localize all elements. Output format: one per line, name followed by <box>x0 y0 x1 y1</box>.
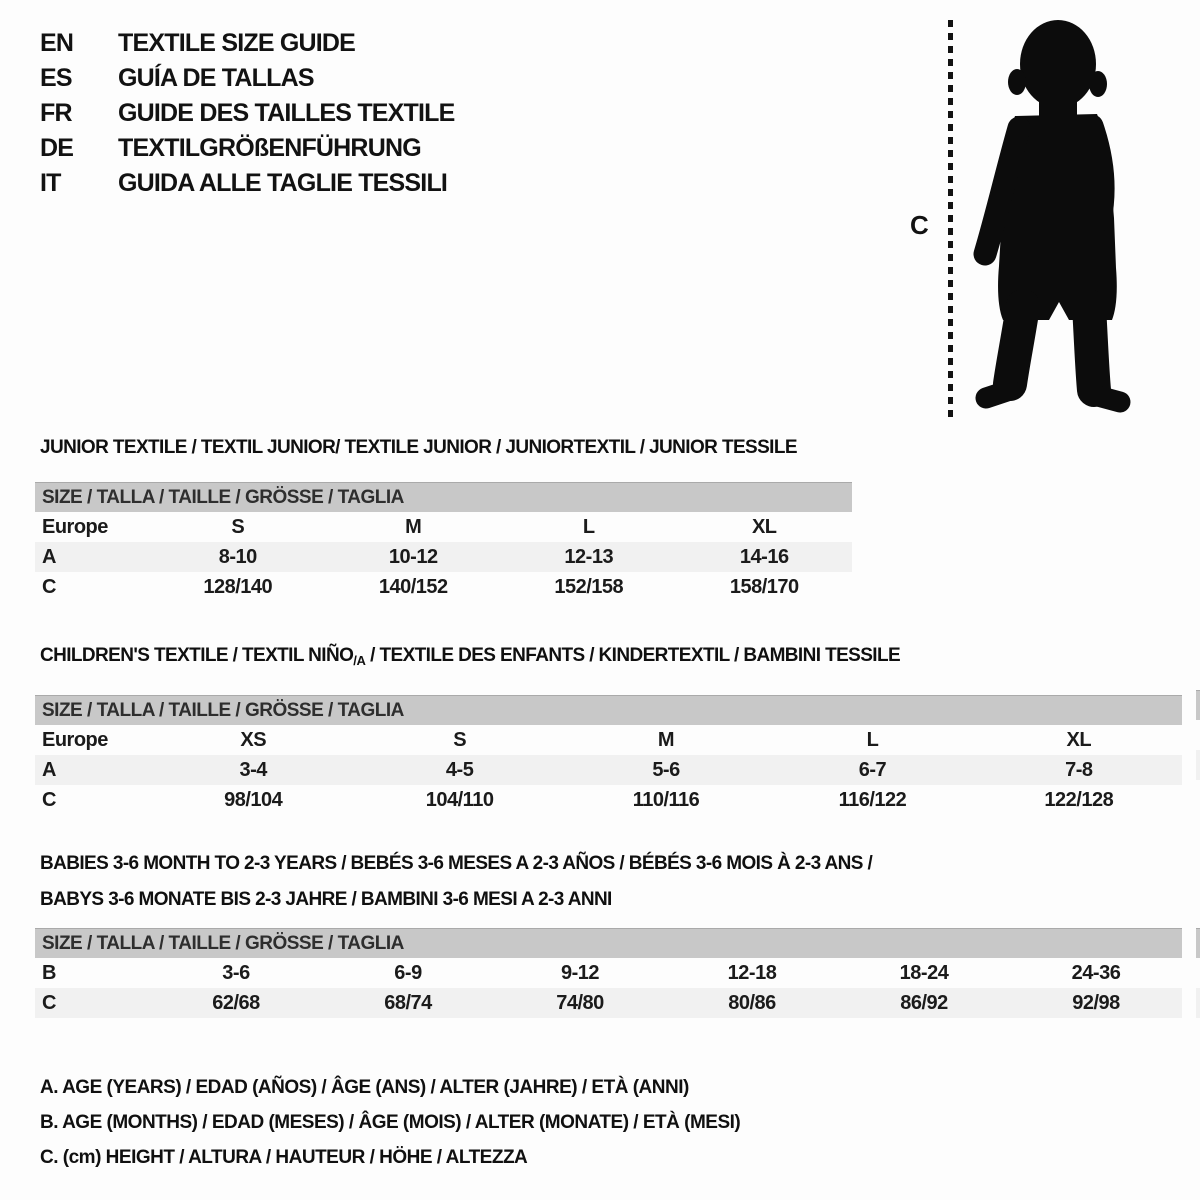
row-key: C <box>42 576 56 598</box>
height-value: 110/116 <box>632 789 700 811</box>
size-value: XL <box>1066 729 1092 751</box>
junior-size-header-bar: SIZE / TALLA / TAILLE / GRÖSSE / TAGLIA <box>35 482 852 512</box>
guide-title-es: GUÍA DE TALLAS <box>118 64 314 92</box>
age-value: 14-16 <box>739 546 789 568</box>
language-code: ES <box>40 64 72 92</box>
legend-line-c: C. (cm) HEIGHT / ALTURA / HAUTEUR / HÖHE / ALTEZZA <box>40 1147 528 1168</box>
babies-size-header-bar: SIZE / TALLA / TAILLE / GRÖSSE / TAGLIA <box>35 928 1182 958</box>
row-key: A <box>42 759 56 781</box>
children-size-row <box>35 725 1182 755</box>
height-value: 62/68 <box>212 992 260 1014</box>
size-value: S <box>231 516 245 538</box>
age-value: 4-5 <box>445 759 474 781</box>
toddler-silhouette-icon <box>963 18 1138 420</box>
age-value: 6-7 <box>858 759 887 781</box>
language-code: FR <box>40 99 72 127</box>
age-value: 10-12 <box>388 546 438 568</box>
children-textile-section <box>35 645 1182 815</box>
height-value: 98/104 <box>224 789 283 811</box>
size-value: S <box>453 729 467 751</box>
children-section-heading <box>35 645 1182 672</box>
months-value: 9-12 <box>560 962 600 984</box>
height-value: 104/110 <box>425 789 494 811</box>
height-value: 122/128 <box>1044 789 1114 811</box>
babies-months-row <box>35 958 1182 988</box>
heading-subscript: /A <box>353 653 366 668</box>
size-value: M <box>405 516 422 538</box>
region-label: Europe <box>42 516 108 538</box>
age-value: 7-8 <box>1065 759 1093 781</box>
age-value: 12-13 <box>564 546 614 568</box>
edge-sliver <box>1196 690 1200 720</box>
legend-line-a: A. AGE (YEARS) / EDAD (AÑOS) / ÂGE (ANS) / ALTER (JAHRE) / ETÀ (ANNI) <box>40 1077 689 1098</box>
children-height-row <box>35 785 1182 815</box>
size-value: L <box>582 516 595 538</box>
edge-sliver <box>1196 988 1200 1018</box>
row-key: C <box>42 789 56 811</box>
guide-title-en: TEXTILE SIZE GUIDE <box>118 29 356 57</box>
row-key: C <box>42 992 56 1014</box>
height-value: 86/92 <box>900 992 948 1014</box>
row-key: B <box>42 962 56 984</box>
size-value: L <box>866 729 879 751</box>
height-value: 128/140 <box>203 576 273 598</box>
height-dashed-line <box>948 20 953 417</box>
guide-title-fr: GUIDE DES TAILLES TEXTILE <box>118 99 455 127</box>
months-value: 6-9 <box>394 962 422 984</box>
age-value: 3-4 <box>239 759 267 781</box>
guide-title-it: GUIDA ALLE TAGLIE TESSILI <box>118 169 448 197</box>
edge-sliver <box>1196 750 1200 780</box>
children-age-row <box>35 755 1182 785</box>
region-label: Europe <box>42 729 108 751</box>
babies-height-row <box>35 988 1182 1018</box>
babies-section-heading-line1: BABIES 3-6 MONTH TO 2-3 YEARS / BEBÉS 3-6 MESES A 2-3 AÑOS / BÉBÉS 3-6 MOIS À 2-3 ANS / <box>40 853 873 874</box>
junior-size-row <box>35 512 852 542</box>
height-value: 158/170 <box>729 576 799 598</box>
months-value: 12-18 <box>727 962 777 984</box>
height-measure-figure <box>0 0 1200 430</box>
size-value: XL <box>751 516 777 538</box>
months-value: 24-36 <box>1071 962 1121 984</box>
legend-line-b: B. AGE (MONTHS) / EDAD (MESES) / ÂGE (MOIS) / ALTER (MONATE) / ETÀ (MESI) <box>40 1112 741 1133</box>
heading-text: / TEXTILE DES ENFANTS / KINDERTEXTIL / BAMBINI TESSILE <box>365 645 901 666</box>
height-value: 92/98 <box>1072 992 1120 1014</box>
junior-height-row <box>35 572 852 602</box>
height-value: 80/86 <box>728 992 776 1014</box>
edge-sliver <box>1196 928 1200 958</box>
age-value: 8-10 <box>218 546 257 568</box>
junior-age-row <box>35 542 852 572</box>
row-key: A <box>42 546 56 568</box>
language-code: IT <box>40 169 61 197</box>
months-value: 18-24 <box>899 962 949 984</box>
size-value: XS <box>240 729 267 751</box>
babies-section-heading-line2: BABYS 3-6 MONATE BIS 2-3 JAHRE / BAMBINI 3-6 MESI A 2-3 ANNI <box>40 889 612 910</box>
language-code: DE <box>40 134 74 162</box>
height-value: 68/74 <box>384 992 432 1014</box>
height-value: 116/122 <box>838 789 907 811</box>
age-value: 5-6 <box>652 759 680 781</box>
height-value: 140/152 <box>378 576 448 598</box>
heading-text: CHILDREN'S TEXTILE / TEXTIL NIÑO <box>40 645 354 666</box>
measure-legend <box>40 1070 740 1175</box>
junior-section-heading: JUNIOR TEXTILE / TEXTIL JUNIOR/ TEXTILE JUNIOR / JUNIORTEXTIL / JUNIOR TESSILE <box>40 437 797 458</box>
language-code: EN <box>40 29 74 57</box>
months-value: 3-6 <box>222 962 250 984</box>
babies-textile-section <box>35 846 1182 1018</box>
height-value: 152/158 <box>554 576 624 598</box>
guide-title-de: TEXTILGRÖßENFÜHRUNG <box>118 134 421 162</box>
size-value: M <box>657 729 675 751</box>
children-size-header-bar: SIZE / TALLA / TAILLE / GRÖSSE / TAGLIA <box>35 695 1182 725</box>
height-measure-label: C <box>910 210 929 240</box>
height-value: 74/80 <box>556 992 604 1014</box>
junior-textile-section <box>35 437 852 602</box>
